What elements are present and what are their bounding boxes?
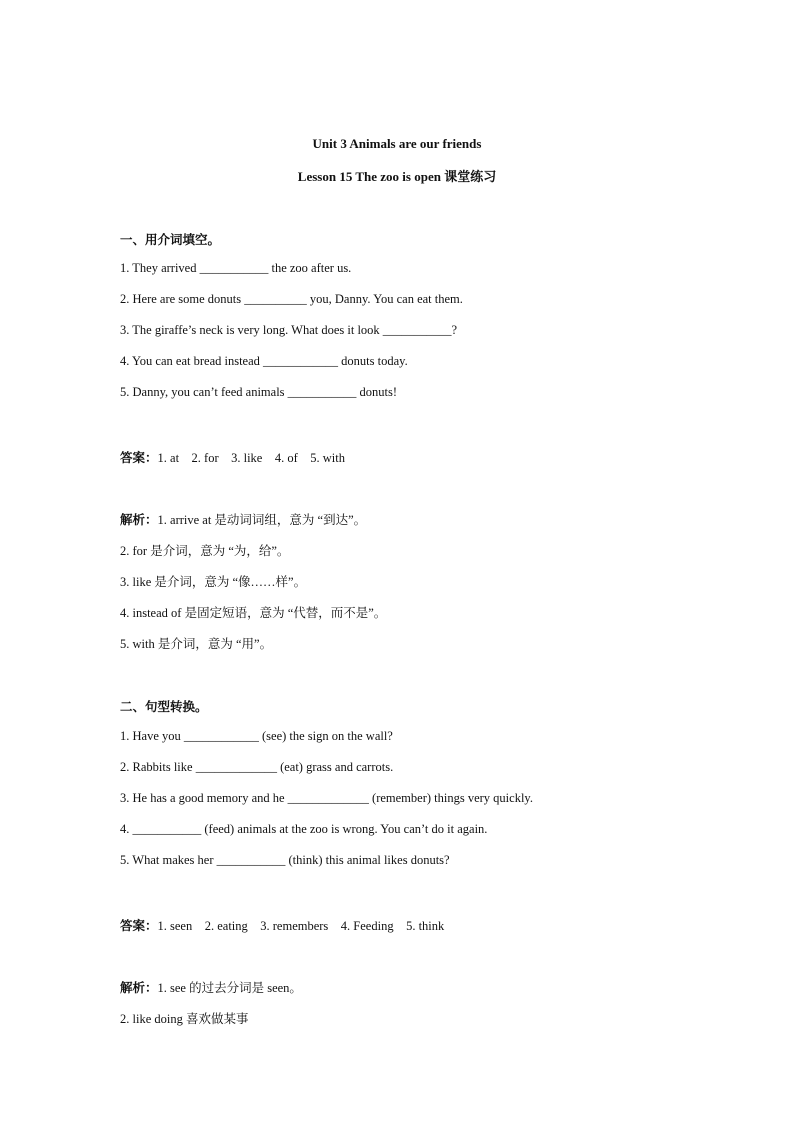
section2-answer-label: 答案：: [120, 919, 158, 933]
section2-answer: [120, 916, 444, 934]
section1-analysis-4: 4. instead of 是固定短语，意为 “代替，而不是”。: [120, 606, 387, 620]
section1-heading: 一、用介词填空。: [120, 233, 221, 247]
section1-answer: [120, 448, 345, 466]
section1-analysis-1: [120, 510, 366, 528]
section1-answer-text: 1. at 2. for 3. like 4. of 5. with: [157, 451, 345, 465]
section2-question-2: 2. Rabbits like _____________ (eat) grass and carrots.: [120, 760, 394, 774]
section1-analysis-2: 2. for 是介词，意为 “为，给”。: [120, 544, 290, 558]
document-subtitle: Lesson 15 The zoo is open 课堂练习: [297, 169, 497, 184]
section2-analysis-2: 2. like doing 喜欢做某事: [120, 1012, 249, 1026]
section1-question-3: 3. The giraffe’s neck is very long. What does it look ___________?: [120, 323, 458, 337]
section2-analysis-text-1: 1. see 的过去分词是 seen。: [157, 981, 302, 995]
section1-question-1: 1. They arrived ___________ the zoo after us.: [120, 261, 352, 275]
section1-analysis-text-1: 1. arrive at 是动词词组，意为 “到达”。: [157, 513, 367, 527]
section2-analysis-1: [120, 978, 302, 996]
section1-question-2: 2. Here are some donuts __________ you, Danny. You can eat them.: [120, 292, 463, 306]
section2-question-1: 1. Have you ____________ (see) the sign on the wall?: [120, 729, 393, 743]
section2-question-5: 5. What makes her ___________ (think) this animal likes donuts?: [120, 853, 450, 867]
section1-analysis-label: 解析：: [120, 513, 158, 527]
section1-analysis-5: 5. with 是介词，意为 “用”。: [120, 637, 273, 651]
section2-analysis-label: 解析：: [120, 981, 158, 995]
section1-question-4: 4. You can eat bread instead ____________ donuts today.: [120, 354, 408, 368]
section2-heading: 二、句型转换。: [120, 700, 208, 714]
section2-question-4: 4. ___________ (feed) animals at the zoo is wrong. You can’t do it again.: [120, 822, 488, 836]
document-title: Unit 3 Animals are our friends: [312, 136, 482, 151]
section2-question-3: 3. He has a good memory and he _____________ (remember) things very quickly.: [120, 791, 533, 805]
section1-analysis-3: 3. like 是介词，意为 “像……样”。: [120, 575, 307, 589]
section2-answer-text: 1. seen 2. eating 3. remembers 4. Feeding 5. think: [157, 919, 445, 933]
section1-question-5: 5. Danny, you can’t feed animals ___________ donuts!: [120, 385, 398, 399]
section1-answer-label: 答案：: [120, 451, 158, 465]
